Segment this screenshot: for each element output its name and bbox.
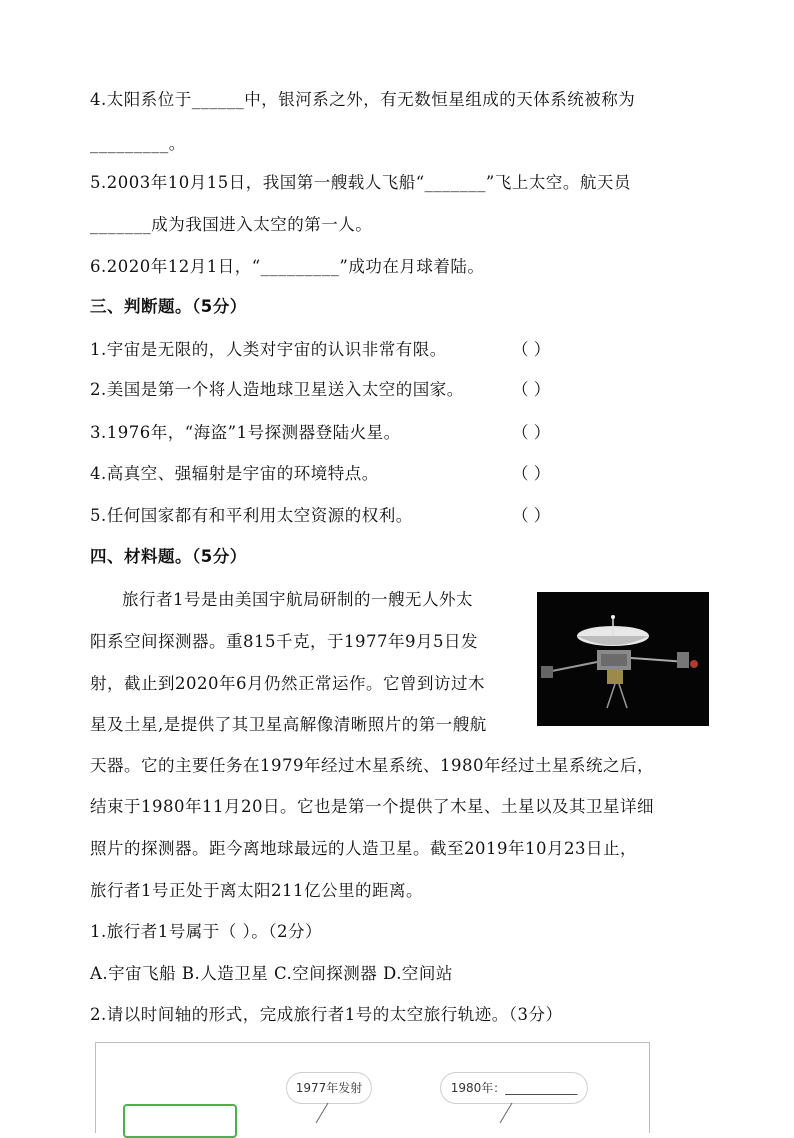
question-6: 6.2020年12月1日，“_________”成功在月球着陆。 bbox=[90, 257, 485, 276]
section-heading-judgement: 三、判断题。（5分） bbox=[90, 297, 247, 316]
material-paragraph-line: 照片的探测器。距今离地球最远的人造卫星。截至2019年10月23日止， bbox=[90, 839, 637, 858]
judge-item-5: 5.任何国家都有和平利用太空资源的权利。 bbox=[90, 506, 413, 525]
question-5-line1: 5.2003年10月15日，我国第一艘载人飞船“_______”飞上太空。航天员 bbox=[90, 173, 631, 192]
material-paragraph-line: 天器。它的主要任务在1979年经过木星系统、1980年经过土星系统之后， bbox=[90, 756, 654, 775]
judge-item-3: 3.1976年，“海盗”1号探测器登陆火星。 bbox=[90, 423, 401, 442]
timeline-start-box[interactable] bbox=[123, 1104, 237, 1138]
material-paragraph-line: 阳系空间探测器。重815千克，于1977年9月5日发 bbox=[90, 632, 478, 651]
judge-item-4: 4.高真空、强辐射是宇宙的环境特点。 bbox=[90, 464, 379, 483]
material-paragraph-line: 结束于1980年11月20日。它也是第一个提供了木星、土星以及其卫星详细 bbox=[90, 797, 654, 816]
answer-paren-3[interactable]: （ ） bbox=[512, 423, 551, 442]
answer-paren-5[interactable]: （ ） bbox=[512, 506, 551, 525]
question-material-1: 1.旅行者1号属于（ ）。（2分） bbox=[90, 922, 322, 941]
timeline-bubble-1980: 1980年：____________ bbox=[440, 1072, 588, 1104]
material-paragraph-line: 射，截止到2020年6月仍然正常运作。它曾到访过木 bbox=[90, 674, 485, 693]
answer-paren-4[interactable]: （ ） bbox=[512, 464, 551, 483]
section-heading-material: 四、材料题。（5分） bbox=[90, 547, 247, 566]
question-4-line2: _________。 bbox=[90, 134, 186, 153]
material-paragraph-line: 星及土星,是提供了其卫星高解像清晰照片的第一艘航 bbox=[90, 715, 487, 734]
timeline-bubble-1977: 1977年发射 bbox=[286, 1072, 372, 1104]
judge-item-2: 2.美国是第一个将人造地球卫星送入太空的国家。 bbox=[90, 380, 464, 399]
answer-paren-1[interactable]: （ ） bbox=[512, 340, 551, 359]
question-material-2: 2.请以时间轴的形式，完成旅行者1号的太空旅行轨迹。（3分） bbox=[90, 1005, 563, 1024]
material-paragraph-line: 旅行者1号正处于离太阳211亿公里的距离。 bbox=[90, 881, 423, 900]
judge-item-1: 1.宇宙是无限的，人类对宇宙的认识非常有限。 bbox=[90, 340, 447, 359]
question-4-line1: 4.太阳系位于______中，银河系之外，有无数恒星组成的天体系统被称为 bbox=[90, 90, 636, 109]
question-5-line2: _______成为我国进入太空的第一人。 bbox=[90, 215, 373, 234]
material-paragraph-line: 旅行者1号是由美国宇航局研制的一艘无人外太 bbox=[122, 590, 473, 609]
material-options: A.宇宙飞船 B.人造卫星 C.空间探测器 D.空间站 bbox=[90, 964, 453, 983]
answer-paren-2[interactable]: （ ） bbox=[512, 380, 551, 399]
